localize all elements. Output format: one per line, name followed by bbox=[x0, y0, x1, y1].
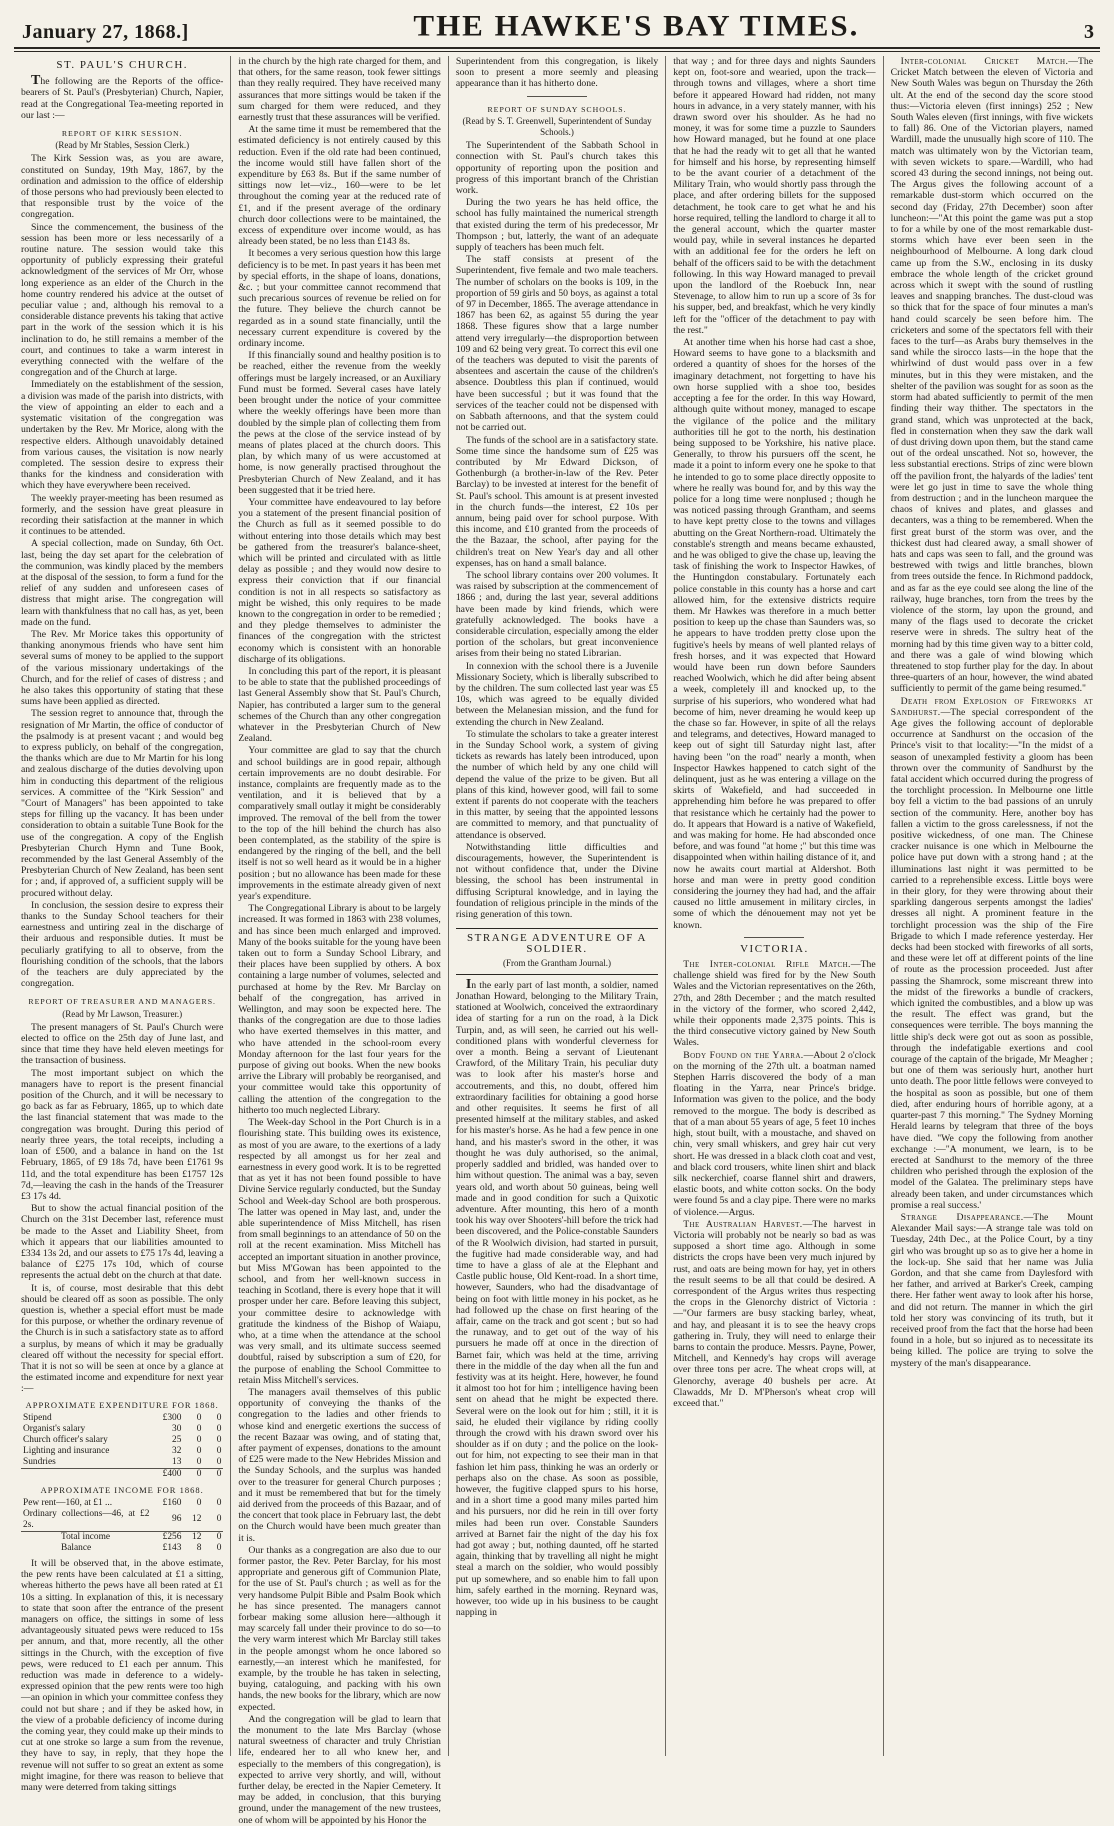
total-shillings: 0 bbox=[183, 1468, 203, 1480]
cell-pence: 0 bbox=[216, 1514, 222, 1525]
cell-pence: 0 bbox=[216, 1456, 222, 1467]
expenditure-title: APPROXIMATE EXPENDITURE FOR 1868. bbox=[25, 1399, 219, 1410]
cell-pence: 0 bbox=[216, 1445, 222, 1456]
paragraph: Notwithstanding little difficulties and discouragements, however, the Superintendent is not without confidence that, under the Divine blessing, the school has been instrumental in diffusing Scriptural knowledge, and in laying the foundation of religious principle in the minds of the rising generation of this town. bbox=[455, 841, 659, 921]
item-head: Inter-colonial Cricket Match. bbox=[900, 56, 1069, 67]
article-source: (From the Grantham Journal.) bbox=[503, 957, 611, 968]
table-row bbox=[21, 1413, 223, 1424]
columns bbox=[14, 56, 1100, 1826]
paragraph: The funds of the school are in a satisfactory state. Some time since the handsome sum of £25 was contributed by Mr Edward Dickson, of Gothenburgh (a brother-in-law of the Rev. Peter Barclay) to be invested at interest for the benefit of St. Paul's school. This amount is at present invested in the church funds—the interest, £2 10s per annum, being paid over for school purpose. With this income, and £10 granted from the proceeds of the the Bazaar, the school, after paying for the children's treat on New Year's day and all other expenses, has on hand a small balance. bbox=[455, 434, 659, 569]
section-byline: (Read by Mr Lawson, Treasurer.) bbox=[62, 1008, 183, 1019]
paragraph: Our thanks as a congregation are also due to our former pastor, the Rev. Peter Barclay, for his most appropriate and generous gift of Communion Plate, for the use of St. Paul's church ; as well as for the very handsome Pulpit Bible and Psalm Book which he has since presented. The managers cannot forbear making some allusion here—although it may scarcely fall under their province to do so—to the very warm interest which Mr Barclay still takes in the people amongst whom he once labored so earnestly,—an interest which he manifested, for example, by the trouble he has taken in selecting, buying, cataloguing, and packing with his own hands, the new books for the library, which are now expected. bbox=[238, 1544, 441, 1713]
item-head: The Australian Harvest. bbox=[683, 1218, 803, 1230]
column-5 bbox=[884, 56, 1100, 1756]
section-title: REPORT OF KIRK SESSION. bbox=[61, 129, 183, 139]
cell-pounds: £160 bbox=[162, 1497, 182, 1508]
paragraph: In the early part of last month, a soldier, named Jonathan Howard, belonging to the Military Train, stationed at Woolwich, conceived the extraordinary idea of starting for a run on the road, à la Dick Turpin, and, as will seen, he carried out his well-conditioned plans with wonderful cleverness for over a month. Being a servant of Lieutenant Crawford, of the Military Train, his peculiar duty was to look after his master's horse and accoutrements, and this, no doubt, offered him extraordinary facilities for obtaining a good horse and other requisites. It seems he first of all presented himself at the military stables, and asked for his master's horse. As he had a few pence in one hand, and his master's sword in the other, it was thought he was duly authorised, so the animal, properly saddled and bridled, was handed over to him without question. The animal was a bay, seven years old, and worth about 50 guineas, being well made and in good condition for such a Quixotic adventure. After mounting, this hero of a month took his way over Shooters'-hill before the trick had been discovered, and the Police-constable Saunders of the R Woolwich division, had started in pursuit, the fugitive had made considerable way, and had time to have a glass of ale at the Elephant and Castle public house, Old Kent-road. In a short time, however, Saunders, who had the disadvantage of being on foot with little money in his pocket, as he had followed up the chase on first hearing of the affair, came on the track and got scent ; but so had the runaway, and to get out of the way of his pursuers he made off at once in the direction of Barnet fair, which was held at the time, arriving there in the middle of the day when all the fun and festivity was at its height. Here, however, he found it almost too hot for him ; intelligence having been sent on ahead that he might be expected there. Several were on the look out for him ; still, it it is said, he eluded their vigilance by riding coolly through the crowd with his drawn sword over his shoulder as if on duty ; and the police on the look-out for him, not expecting to see their man in that fashion let him pass, thinking he was an orderly or perhaps also on the chase. As soon as possible, however, the fugitive clapped spurs to his horse, and in a short time a good many miles parted him and his pursuers, nor did he rein in till over forty miles had been run over. Constable Saunders arrived at Barnet fair the night of the day his fox had got away ; but, nothing daunted, off he started again, thinking that by travelling all night he might steal a march on the soldier, who would possibly put up somewhere, and so enable him to fall upon him, safely earthed in the morning. Reynard was, however, too wide up in his business to be caught napping in bbox=[455, 976, 659, 1619]
paragraph: The Rev. Mr Morice takes this opportunity of thanking anonymous friends who have sent him several sums of money to be applied to the support of the various missionary undertakings of the Church, and for the relief of cases of distress ; and he also takes this opportunity of stating that these sums have been applied as directed. bbox=[21, 628, 224, 708]
paragraph: The school library contains over 200 volumes. It was raised by subscription at the commencement of 1866 ; and, during the last year, several additions have been made by kind friends, which were gratefully acknowledged. The books have a considerable circulation, especially among the elder portion of the scholars, but great inconvenience arises from their being no stated Librarian. bbox=[455, 569, 659, 660]
cell-pounds: 32 bbox=[172, 1445, 182, 1456]
cell-pounds: £300 bbox=[162, 1412, 182, 1423]
paragraph: in the church by the high rate charged for them, and that others, for the same reason, took fewer sittings than they really required. They have received many assurances that more sittings would be taken if the sum charged for them were reduced, and they earnestly trust that these assurances will be verified. bbox=[238, 56, 441, 124]
table-row bbox=[21, 1435, 223, 1446]
income-total-row bbox=[21, 1531, 223, 1543]
paragraph: The Kirk Session was, as you are aware, constituted on Sunday, 19th May, 1867, by the ordination and admission to the office of eldership of those persons who had previously been elected to that responsible trust by the voice of the congregation. bbox=[21, 153, 224, 221]
row-label: Sundries bbox=[23, 1456, 56, 1467]
article-heading: STRANGE ADVENTURE OF A SOLDIER. bbox=[467, 932, 647, 956]
article-heading: VICTORIA. bbox=[740, 942, 809, 955]
paragraph: The Superintendent of the Sabbath School in connection with St. Paul's church takes this opportunity of reporting upon the position and progress of this important branch of the Christian work. bbox=[455, 140, 659, 197]
table-row bbox=[21, 1498, 223, 1509]
paragraph bbox=[891, 1212, 1093, 1369]
item-body: —The challenge shield was fired for by the New South Wales and the Victorian representatives on the 26th, 27th, and 28th December ; and the match resulted in the victory of the former, who scored 2,442, while their opponents made 2,375 points. This is the third consecutive victory gained by New South Wales. bbox=[673, 959, 876, 1049]
paragraph bbox=[891, 696, 1093, 1211]
cell-pounds: £256 bbox=[151, 1531, 183, 1543]
item-body: —The harvest in Victoria will probably not be nearly so bad as was supposed a short time ago. Although in some districts the crops have been very much injured by rust, and oats are being mown for hay, yet in others the result seems to be all that could be desired. A correspondent of the Argus writes thus respecting the crops in the Glenorchy district of Victoria :—"Our farmers are busy stacking barley, wheat, and hay, and pleasant it is to see the heavy crops gathering in. Truly, they will need to enlarge their barns to contain the produce. Messrs. Payne, Power, Mitchell, and Kennedy's hay crops will average over three tons per acre. The wheat crops will, at Glenorchy, average 40 bushels per acre. At Clawadds, Mr D. M'Pherson's wheat crop will exceed that." bbox=[673, 1218, 876, 1409]
issue-date: January 27, 1868.] bbox=[22, 21, 189, 43]
masthead-rule bbox=[14, 51, 1100, 52]
section-byline: (Read by S. T. Greenwell, Superintendent of Sunday Schools.) bbox=[462, 115, 652, 138]
masthead bbox=[14, 10, 1100, 49]
cell-pounds: 30 bbox=[172, 1423, 182, 1434]
paragraph: The Congregational Library is about to be largely increased. It was formed in 1863 with 238 volumes, and has since been much enlarged and improved. Many of the books suitable for the young have been taken out to form a Sunday School Library, and their places have been supplied by others. A box containing a large number of volumes, selected and purchased at home by the Rev. Mr Barclay on behalf of the congregation, has arrived in Wellington, and may soon be expected here. The thanks of the congregation are due to those ladies who have exerted themselves in this matter, and who have attended in the school-room every Monday afternoon for the last four years for the purpose of giving out books. When the new books arrive the Library will probably be reorganised, and your committee would take this opportunity of calling the attention of the congregation to the hitherto too much neglected Library. bbox=[238, 903, 441, 1116]
paragraph: At the same time it must be remembered that the estimated deficiency is not entirely caused by this reduction. Even if the old rate had been continued, the income would still have fallen short of the expenditure by £63 8s. But if the same number of sittings now let—viz., 160—were to be let throughout the coming year at the reduced rate of £1, and if the present average of the ordinary church door collections were to be maintained, the excess of expenditure over income would, as has already been stated, be no less than £143 8s. bbox=[238, 124, 441, 248]
page-number: 3 bbox=[1083, 21, 1094, 43]
total-pounds: £400 bbox=[151, 1468, 183, 1480]
paragraph bbox=[673, 1050, 875, 1218]
cell-shillings: 0 bbox=[196, 1412, 202, 1423]
expenditure-total-row bbox=[21, 1468, 223, 1480]
paragraph: The most important subject on which the managers have to report is the present financial position of the Church, and it will be necessary to go back as far as February, 1865, up to which date the last financial statement that was made to the congregation was brought. During this period of nearly three years, the total receipts, including a loan of £500, and a balance in hand on the 1st February, 1865, of £9 18s 7d, have been £1761 9s 11d, and the total expenditure has been £1757 12s 7d,—leaving the cash in the hands of the Treasurer £3 17s 4d. bbox=[21, 1067, 224, 1202]
balance-row bbox=[21, 1543, 223, 1554]
paragraph: Since the commencement, the business of the session has been more or less necessarily of a routine nature. The session would take this opportunity of publicly expressing their grateful acknowledgment of the services of Mr Orr, whose long experience as an elder of the Church in the home country rendered his advice at the outset of peculiar value ; and, although his removal to a considerable distance prevents his taking that active part in the work of the session which it is his inclination to do, he still remains a member of the court, and continues to take a warm interest in everything connected with the welfare of the congregation and of the Church at large. bbox=[21, 221, 224, 379]
item-head: Body Found on the Yarra. bbox=[683, 1049, 804, 1061]
item-body: —The Mount Alexander Mail says:—A strange tale was told on Tuesday, 24th Dec., at the Police Court, by a tiny girl who was brought up so as to give her a home in the lock-up. She said that her name was Julia Gordon, and that she came from Daylesford with her father, and arrived at Barker's Creek, camping there. Her father went away to look after his horse, and did not return. The manner in which the girl told her story was convincing of its truth, but it received proof from the fact that the horse had been found in a hole, but so injured as to necessitate its being killed. The police are trying to solve the mystery of the man's disappearance. bbox=[890, 1211, 1094, 1369]
cell-pence: 0 bbox=[203, 1531, 223, 1543]
paragraph: that way ; and for three days and nights Saunders kept on, foot-sore and wearied, upon the track—through towns and villages, where a short time before it appeared Howard had ridden, not many hours in advance, in a very stately manner, with his drawn sword over his shoulder. As he had no money, it was for some time a puzzle to Saunders how Howard managed, but he found at one place that he had the ready wit to get all that he wanted for himself and his horse, by representing himself to be the avant courier of a detachment of the Military Train, who would shortly pass through the place, and after ordering billets for the supposed detachment, he took care to get what he and his horse required, telling the landlord to charge it all to the general account, which the quarter master would pay, while in several instances he departed with an additional fee for the orders he left on behalf of the officers said to be with the detachment following. In this way Howard managed to prevail upon the landlord of the Roebuck Inn, near Stevenage, to allow him to run up a score of 3s for his supper, bed, and breakfast, which he very kindly left for the "officer of the detachment to pay with the rest." bbox=[673, 56, 876, 336]
column-2 bbox=[231, 56, 448, 1826]
table-row bbox=[21, 1457, 223, 1469]
cell-shillings: 0 bbox=[196, 1497, 202, 1508]
row-label: Church officer's salary bbox=[23, 1434, 108, 1445]
paragraph: It is, of course, most desirable that this debt should be cleared off as soon as possible. The only question is, whether a special effort must be made for this purpose, or whether the ordinary revenue of the Church is in such a satisfactory state as to afford a surplus, by means of which it may be gradually cleared off without the necessity for special effort. That it is not so will be seen at once by a glance at the estimated income and expenditure for next year :— bbox=[21, 1282, 224, 1395]
cell-pence: 0 bbox=[216, 1423, 222, 1434]
cell-shillings: 0 bbox=[196, 1445, 202, 1456]
column-4 bbox=[666, 56, 883, 1756]
paragraph: Your committee have endeavoured to lay before you a statement of the present financial position of the Church as full as it seemed possible to do without entering into those details which may best be gathered from the treasurer's balance-sheet, which will be printed and circulated with as little delay as possible ; and they would now desire to express their conviction that if our financial condition is not in all respects so satisfactory as might be wished, this only requires to be made known to the congregation in order to be remedied ; and they pledge themselves to administer the finances of the congregation with the strictest economy which is consistent with an honorable discharge of its obligations. bbox=[238, 496, 441, 665]
column-1 bbox=[14, 56, 231, 1794]
paragraph: Your committee are glad to say that the church and school buildings are in good repair, although certain improvements are no doubt desirable. For instance, complaints are frequently made as to the ventilation, and it is believed that by a comparatively small outlay it might be considerably improved. The removal of the bell from the tower to the top of the hill behind the church has also been contemplated, as the stability of the spire is endangered by the ringing of the bell, and the bell itself is not so well heard as it would be in a higher position ; but no allowance has been made for these improvements in the estimate already given of next year's expenditure. bbox=[238, 745, 441, 903]
cell-pounds: 13 bbox=[172, 1456, 182, 1467]
divider bbox=[527, 96, 587, 97]
income-table bbox=[21, 1498, 223, 1554]
section-title: REPORT OF SUNDAY SCHOOLS. bbox=[487, 104, 627, 114]
paragraph: Superintendent from this congregation, is likely soon to present a more seemly and pleasing appearance than it has hitherto done. bbox=[455, 56, 659, 90]
paragraph bbox=[891, 56, 1093, 695]
table-row bbox=[21, 1509, 223, 1532]
row-label: Pew rent—160, at £1 ... bbox=[23, 1497, 113, 1508]
paragraph: During the two years he has held office, the school has fully maintained the numerical strength that existed during the term of his predecessor, Mr Thompson ; but, latterly, the want of an adequate supply of teachers has been much felt. bbox=[455, 197, 659, 254]
paragraph: The present managers of St. Paul's Church were elected to office on the 25th day of June last, and since that time they have held eleven meetings for the transaction of business. bbox=[21, 1021, 224, 1067]
story-heading-box bbox=[456, 928, 658, 975]
cell-pounds: 96 bbox=[172, 1514, 182, 1525]
paragraph: At another time when his horse had cast a shoe, Howard seems to have gone to a blacksmith and ordered a quantity of shoes for the horses of the imaginary detachment, not forgetting to have his own horse supplied with a shoe too, besides accepting a fee for the order. In this way Howard, although quite without money, managed to escape the vigilance of the police and the military authorities till he got to the north, his destination being supposed to be Yorkshire, his native place. Generally, to throw his pursuers off the scent, he made it a point to inform every one he spoke to that he intended to go to some place directly opposite to where he really was bound for, and by this way the police for a long time were nonplused ; though he was noticed passing through Grantham, and seems to have kept pretty close to the towns and villages abutting on the Great Northern-road. Ultimately the constable's strength and means became exhausted, and he was obliged to give the chase up, leaving the task of finishing the work to Inspector Hawkes, of the Huntingdon constabulary. Fortunately each police constable in this county has a horse and cart allowed him, for the extensive districts require them. Mr Hawkes was therefore in a much better position to keep up the chase than Saunders was, so he appears to have trodden pretty close upon the fugitive's heels by means of well planted relays of fresh horses, and it was expected that Howard would have been run down before Saunders reached Woolwich, which he did after being absent a week, completely ill and knocked up, to the surprise of his superiors, who wondered what had become of him, never dreaming he would keep up the chase so far. However, in spite of all the relays and telegrams, and detectives, Howard managed to keep out of sight till Saturday night last, after having been "on the road" nearly a month, when Inspector Hawkes happened to catch sight of the delinquent, just as he was entering a village on the skirts of Wakefield, and had succeeded in apprehending him before he was prepared to offer that resistance which he certainly had the power to do. It appears that Howard is a native of Wakefield, and was making for home. He had absconded once before, and was found "at home ;" but this time was disappointed when within hailing distance of it, and now he awaits court martial at Aldershot. Both horse and man were in pretty good condition considering the journey they had had, and the affair caused no little amusement in military circles, in some of which the dénouement may not yet be known. bbox=[673, 337, 876, 931]
row-label: Lighting and insurance bbox=[23, 1445, 110, 1456]
paragraph: The session regret to announce that, through the resignation of Mr Martin, the office of conductor of the psalmody is at present vacant ; and would beg to express publicly, on behalf of the congregation, the thanks which are due to Mr Martin for his long and zealous discharge of the duties devolving upon him in conducting this department of the religious services. A committee of the "Kirk Session" and "Court of Managers" has been appointed to take steps for filling up the vacancy. It has been under consideration to obtain a suitable Tune Book for the use of the congregation. A copy of the English Presbyterian Church Hymn and Tune Book, recommended by the last General Assembly of the Presbyterian Church of New Zealand, has been sent for ; and, if approved of, a sufficient supply will be procured without delay. bbox=[21, 708, 224, 899]
divider bbox=[744, 937, 804, 938]
paragraph: The Week-day School in the Port Church is in a flourishing state. This building owes its existence, as most of you are aware, to the exertions of a lady respected by all amongst us for her zeal and earnestness in every good work. It is to be regretted that as yet it has not been found possible to have Divine Service regularly conducted, but the Sunday School and Week-day School are both prosperous. The latter was opened in May last, and, under the able superintendence of Miss Mitchell, has risen from small beginnings to an attendance of 50 on the roll at the recent examination. Miss Mitchell has accepted an important situation in another province, but Miss M'Gowan has been appointed to the school, and from her well-known success in teaching in Scotland, there is every hope that it will prosper under her care. Before leaving this subject, your committee desire to acknowledge with gratitude the kindness of the Bishop of Waiapu, who, at a time when the attendance at the school was very small, and its ultimate success seemed doubtful, raised by subscription a sum of £20, for the purpose of enabling the School Committee to retain Miss Mitchell's services. bbox=[238, 1117, 441, 1386]
section-title: REPORT OF TREASURER AND MANAGERS. bbox=[28, 997, 216, 1007]
item-head: Strange Disappearance. bbox=[900, 1211, 1024, 1223]
article-heading: ST. PAUL'S CHURCH. bbox=[56, 59, 189, 71]
paragraph: In connexion with the school there is a Juvenile Missionary Society, which is liberally subscribed to by the children. The sum collected last year was £5 10s, which was agreed to be equally divided between the Melanesian mission, and the fund for extending the church in New Zealand. bbox=[455, 660, 659, 728]
item-body: —About 2 o'clock on the morning of the 27th ult. a boatman named Stephen Harris discovered the body of a man floating in the Yarra, near Prince's bridge. Information was given to the police, and the body removed to the morgue. The body is described as that of a man about 55 years of age, 5 feet 10 inches high, stout built, with a moustache, and shaved on chin, very small whiskers, and grey hair cut very short. He was dressed in a black cloth coat and vest, and black cord trousers, white linen shirt and black silk neckerchief, coarse flannel shirt and drawers, elastic boots, and white cotton socks. On the body were found 5s and a clay pipe. There were no marks of violence.—Argus. bbox=[673, 1049, 876, 1218]
paragraph: A special collection, made on Sunday, 6th Oct. last, being the day set apart for the celebration of the communion, was kindly placed by the members at the disposal of the session, to form a fund for the relief of any sudden and unforeseen cases of distress that might arise. The congregation will learn with thankfulness that no call has, as yet, been made on the fund. bbox=[21, 538, 224, 628]
cell-shillings: 0 bbox=[196, 1456, 202, 1467]
paragraph: The managers avail themselves of this public opportunity of conveying the thanks of the congregation to the ladies and other friends to whose kind and energetic exertions the success of the recent Bazaar was owing, and of stating that, after payment of expenses, donations to the amount of £25 were made to the New Hebrides Mission and the Sunday Schools, and the surplus was handed over to the treasurer for general Church purposes ; and it must be remembered that but for the timely aid derived from the proceeds of this Bazaar, and of the concert that took place in February last, the debt on the Church would have been much greater than it is. bbox=[238, 1386, 441, 1544]
row-label: Stipend bbox=[23, 1412, 52, 1423]
cell-pounds: £143 bbox=[162, 1542, 182, 1553]
expenditure-table bbox=[21, 1413, 223, 1480]
table-row bbox=[21, 1424, 223, 1435]
cell-shillings: 12 bbox=[192, 1514, 202, 1525]
cell-pence: 0 bbox=[216, 1434, 222, 1445]
total-pence: 0 bbox=[203, 1468, 223, 1480]
paragraph: The staff consists at present of the Superintendent, five female and two male teachers. The number of scholars on the books is 109, in the proportion of 59 girls and 50 boys, as against a total of 97 in December, 1865. The average attendance in 1867 has been 62, as against 55 during the year 1868. These figures show that a large number attend very irregularly—the disproportion between 109 and 62 being very great. To correct this evil one of the teachers was deputed to visit the parents of absentees and ascertain the cause of the children's absence. Doubtless this plan if continued, would have been successful ; but it was found that the services of the teacher could not be dispensed with on Sabbath afternoons, and that the system could not be carried out. bbox=[455, 254, 659, 434]
row-label: Balance bbox=[61, 1542, 92, 1553]
row-label: Ordinary collections—46, at £2 2s. bbox=[23, 1508, 150, 1530]
cell-shillings: 0 bbox=[196, 1423, 202, 1434]
row-label: Total income bbox=[21, 1531, 151, 1543]
paragraph: The weekly prayer-meeting has been resumed as formerly, and the session have great pleasure in recording their satisfaction at the manner in which it continues to be attended. bbox=[21, 492, 224, 538]
newspaper-title: THE HAWKE'S BAY TIMES. bbox=[413, 8, 860, 43]
cell-shillings: 8 bbox=[196, 1542, 202, 1553]
paragraph: It becomes a very serious question how this large deficiency is to be met. In past years it has been met by special efforts, in the shape of loans, donations, &c. ; but your committee cannot recommend that such precarious sources of revenue be relied on for the future. They believe the church cannot be regarded as in a sound state financially, until the necessary current expenditure is covered by the ordinary income. bbox=[238, 248, 441, 350]
item-head: The Inter-colonial Rifle Match. bbox=[683, 959, 851, 971]
cell-pence: 0 bbox=[216, 1412, 222, 1423]
cell-pence: 0 bbox=[216, 1497, 222, 1508]
section-byline: (Read by Mr Stables, Session Clerk.) bbox=[55, 140, 190, 151]
paragraph bbox=[673, 1219, 875, 1409]
cell-pounds: 25 bbox=[172, 1434, 182, 1445]
paragraph: The following are the Reports of the office-bearers of St. Paul's (Presbyterian) Church, Napier, read at the Congregational Tea-meeting reported in our last :— bbox=[21, 73, 224, 121]
paragraph: It will be observed that, in the above estimate, the pew rents have been calculated at £1 a sitting, whereas hitherto the pews have all been rated at £1 10s a sitting. In explanation of this, it is necessary to state that soon after the entrance of the present managers on office, the sittings in some of less advantageously situated pews were reduced to 15s per annum, and that, more recently, all the other sittings in the Church, with the exception of five pews, were reduced to £1 each per annum. This reduction was made in deference to a widely-expressed opinion that the pew rents were too high—an opinion in which your committee confess they could not but share ; and if they be asked how, in the view of a probable deficiency of income during the coming year, they could make up their minds to cut at one stroke so large a sum from the revenue, they have to say, in reply, that they hope the revenue will not suffer to so great an extent as some might imagine, for there was reason to believe that many were deterred from taking sittings bbox=[21, 1557, 224, 1794]
cell-pence: 0 bbox=[216, 1542, 222, 1553]
paragraph: But to show the actual financial position of the Church on the 31st December last, reference must be made to the Asset and Liability Sheet, from which it appears that our liabilities amounted to £334 13s 2d, and our assets to £75 17s 4d, leaving a balance of £275 17s 10d, which of course represents the actual debt on the church at that date. bbox=[21, 1203, 224, 1282]
table-row bbox=[21, 1446, 223, 1457]
cell-shillings: 12 bbox=[183, 1531, 203, 1543]
paragraph: And the congregation will be glad to learn that the monument to the late Mrs Barclay (whose natural sweetness of character and truly Christian life, endeared her to all who knew her, and especially to the members of this congregation), is expected to arrive very shortly, and will, without further delay, be erected in the Napier Cemetery. It may be added, in conclusion, that this burying ground, under the management of the new trustees, one of whom will be appointed by his Honor the bbox=[238, 1713, 441, 1826]
paragraph: Immediately on the establishment of the session, a division was made of the parish into districts, with the view of appointing an elder to each and a systematic visitation of the congregation was undertaken by the Rev. Mr Morice, along with the respective elders. Although unavoidably detained from various causes, the visitation is now nearly completed. The session desire to express their thanks for the kindness and consideration with which they have everywhere been received. bbox=[21, 379, 224, 492]
cell-shillings: 0 bbox=[196, 1434, 202, 1445]
item-body: —The special correspondent of the Age gives the following account of deplorable occurrence at Sandhurst on the occasion of the Prince's visit to that locality:—"In the midst of a season of unexampled festivity a gloom has been thrown over the community of Sandhurst by the fatal accident which occurred during the progress of the torchlight procession. In Melbourne one little boy fell a victim to the bad passions of an unruly section of the community. Here, another boy has fallen a victim to the gross carelessness, if not the positive wickedness, of one man. The Chinese cracker nuisance is one which in Melbourne the police have put down with a strong hand ; at the illuminations last night it was permitted to be carried to a reprehensible excess. Little boys were in their glory, for they were throwing about their sparkling dangerous serpents amongst the ladies' dresses all night. A prominent feature in the torchlight procession was the ship of the Fire Brigade to which I made reference yesterday. Her decks had been stocked with fireworks of all sorts, and these were let off at different points of the line of route as the procession proceeded. Just after passing the Shamrock, some miscreant threw into the midst of the fireworks a bundle of crackers, which ignited the combustibles, and a blow up was the result. The effect was grand, but the consequences were terrible. The boys manning the little ship's deck were got out as soon as possible, through the indefatigable exertions and cool courage of the captain of the brigade, Mr Meagher ; but one of them was seriously hurt, another hurt unto death. The poor little fellows were conveyed to the hospital as soon as possible, but one of them died, after enduring hours of horrible agony, at a quarter-past 7 this morning." The Sydney Morning Herald learns by telegram that three of the boys have died. "We copy the following from another exchange :—"A monument, we learn, is to be erected at Sandhurst to the memory of the three children who perished through the explosion of the model of the Galatea. The preliminary steps have already been taken, and under circumstances which promise a real success.' bbox=[890, 706, 1094, 1211]
paragraph: In concluding this part of the report, it is pleasant to be able to state that the published proceedings of last General Assembly show that St. Paul's Church, Napier, has contributed a larger sum to the general schemes of the Church than any other congregation whatever in the Presbyterian Church of New Zealand. bbox=[238, 665, 441, 745]
income-title: APPROXIMATE INCOME FOR 1868. bbox=[40, 1484, 204, 1495]
paragraph: To stimulate the scholars to take a greater interest in the Sunday School work, a system of giving tickets as rewards has lately been introduced, upon the number of which held by any one child will depend the value of the prize to be given. But all plans of this kind, however good, will fail to some extent if parents do not cooperate with the teachers in this matter, by seeing that the appointed lessons are committed to memory, and that punctuality of attendance is observed. bbox=[455, 728, 659, 841]
paragraph: In conclusion, the session desire to express their thanks to the Sunday School teachers for their earnestness and untiring zeal in the discharge of their arduous and responsible duties. It must be peculiarly gratifying to all to observe, from the flourishing condition of the schools, that the labors of the teachers are duly appreciated by the congregation. bbox=[21, 899, 224, 990]
paragraph: If this financially sound and healthy position is to be reached, either the revenue from the weekly offerings must be largely increased, or an Auxiliary Fund must be formed. Several cases have lately been brought under the notice of your committee where the weekly offerings have been more than doubled by the simple plan of collecting them from the pews at the close of the service instead of by means of plates placed at the church doors. This plan, by which many of us were accustomed at home, is now generally practised throughout the Presbyterian Church of New Zealand, and it has been suggested that it be tried here. bbox=[238, 350, 441, 496]
item-body: —The Cricket Match between the eleven of Victoria and New South Wales was begun on Thursday the 26th ult. At the end of the second day the score stood thus:—Victoria eleven (first innings) 252 ; New South Wales eleven (first innings, with five wickets to fall) 86. One of the Victorian players, named Wardill, made the unusually high score of 110. The match was ultimately won by the Victorian team, with seven wickets to spare.—Wardill, who had scored 43 during the second innings, not being out. The Argus gives the following account of a remarkable dust-storm which occurred on the second day (Friday, 27th December) soon after luncheon:—"At this point the game was put a stop to for a while by one of the most remarkable dust-storms which have ever been seen in the neighbourhood of Melbourne. A long dark cloud came up from the S.W., enclosing in its dusky embrace the whole length of the cricket ground across which it swept with the sound of rustling leaves and snapping branches. The dust-cloud was so thick that for the space of four minutes a man's hand could scarcely be seen before him. The cricketers and some of the spectators fell with their faces to the turf—as Arabs bury themselves in the sand while the sirocco lasts—in the hope that the whirlwind of dust would pass over in a few minutes, but in this they were mistaken, and the shelter of the pavilion was sought for as soon as the storm had abated sufficiently to permit of the men finding their way thither. The spectators in the grand stand, which was unprotected at the back, fled in consternation when they saw the dark wall of dust driving down upon them, but the stand came out of the ordeal unscathed. Not so, however, the less substantial erections. Strips of zinc were blown off the pavilion front, the halyards of the ladies' tent were let go just in time to save the whole thing from destruction ; and in the luncheon marquee the chaos of knives and plates, and glasses and decanters, was a thing to be remembered. When the first great burst of the storm was over, and the thickest dust had cleared away, a small shower of hats and caps was seen to fall, and the ground was bestrewed with twigs and little branches, blown from trees outside the fence. In Richmond paddock, and as far as the eye could see along the line of the railway, huge branches, torn from the trees by the violence of the storm, lay upon the ground, and many of the flags used to decorate the cricket reserve were in shreds. The sultry heat of the morning had by this time given way to a bitter cold, and there was a gale of wind blowing which threatened to stop further play for the day. In about three-quarters of an hour, however, the wind abated sufficiently to permit of the game being resumed." bbox=[890, 56, 1094, 695]
item-head: Death from Explosion of Fireworks at Sandhurst. bbox=[890, 695, 1094, 718]
paragraph bbox=[673, 959, 875, 1049]
column-3 bbox=[449, 56, 666, 1756]
row-label: Organist's salary bbox=[23, 1423, 86, 1434]
